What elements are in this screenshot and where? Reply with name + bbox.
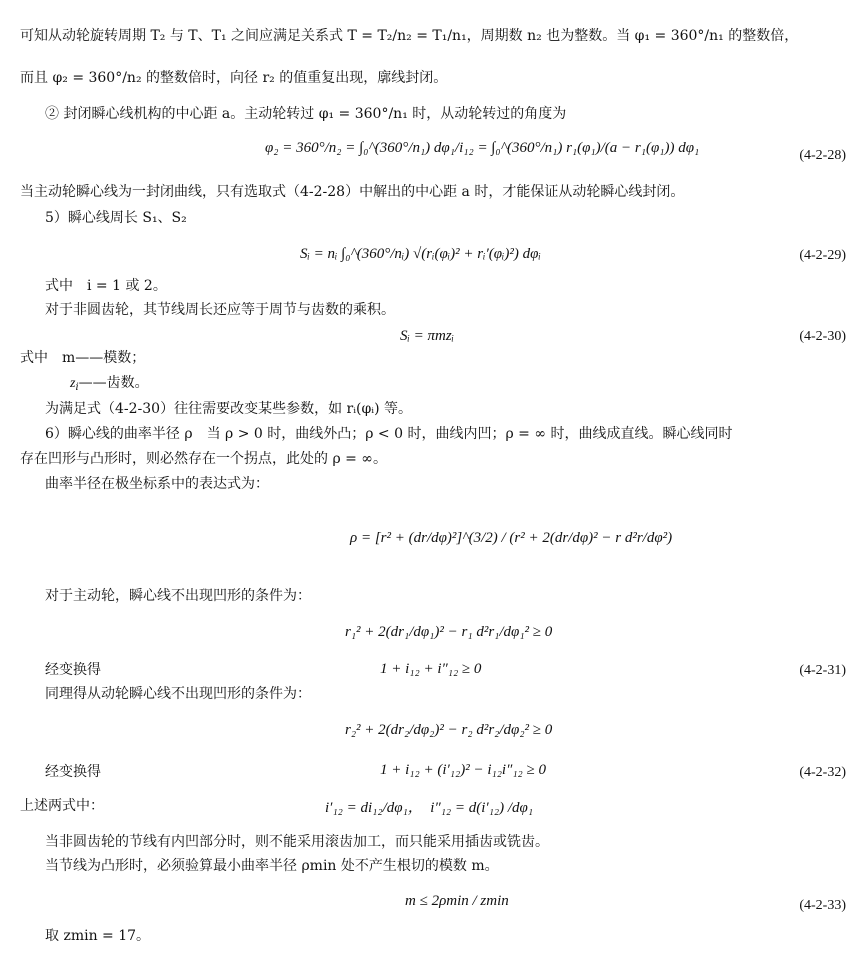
text-line: 6）瞬心线的曲率半径 ρ 当 ρ > 0 时，曲线外凸；ρ < 0 时，曲线内凹；ρ = ∞ 时，曲线成直线。瞬心线同时: [45, 426, 733, 442]
text-line: 同理得从动轮瞬心线不出现凹形的条件为：: [45, 686, 311, 702]
equation-number: (4-2-33): [799, 898, 846, 913]
equation-number: (4-2-31): [799, 663, 846, 678]
text-line: 经变换得: [45, 764, 101, 780]
equation-curvature-radius: ρ = [r² + (dr/dφ)²]^(3/2) / (r² + 2(dr/dφ)² − r d²r/dφ²): [350, 530, 673, 546]
equation-number: (4-2-32): [799, 765, 846, 780]
equation-4-2-31: 1 + i₁₂ + i″₁₂ ≥ 0: [380, 661, 482, 677]
equation-4-2-33: m ≤ 2ρmin / zmin: [405, 893, 509, 909]
text-line: 取 zmin = 17。: [45, 928, 151, 944]
text-line: 曲率半径在极坐标系中的表达式为：: [45, 476, 269, 492]
equation-4-2-28: φ₂ = 360°/n₂ = ∫₀^(360°/n₁) dφ₁/i₁₂ = ∫₀^(360°/n₁) r₁(φ₁)/(a − r₁(φ₁)) dφ₁: [265, 140, 700, 156]
text-line: 对于主动轮，瞬心线不出现凹形的条件为：: [45, 588, 311, 604]
text-line: 为满足式（4-2-30）往往需要改变某些参数，如 rᵢ(φᵢ) 等。: [45, 401, 413, 417]
text-line: $z_i——$齿数。: [70, 375, 149, 393]
text-fragment: ——齿数。: [78, 375, 149, 391]
text-line: 存在凹形与凸形时，则必然存在一个拐点，此处的 ρ = ∞。: [20, 451, 387, 467]
equation-4-2-29: Sᵢ = nᵢ ∫₀^(360°/nᵢ) √(rᵢ(φᵢ)² + rᵢ′(φᵢ)²) dφᵢ: [300, 246, 541, 262]
section-heading: 5）瞬心线周长 S₁、S₂: [45, 210, 187, 226]
text-line: 经变换得: [45, 662, 101, 678]
text-line: 当节线为凸形时，必须验算最小曲率半径 ρmin 处不产生根切的模数 m。: [45, 858, 499, 874]
equation-number: (4-2-30): [799, 329, 846, 344]
symbol-z: z: [70, 376, 76, 391]
text-line: 当主动轮瞬心线为一封闭曲线，只有选取式（4-2-28）中解出的中心距 a 时，才能保证从动轮瞬心线封闭。: [20, 184, 685, 200]
equation-4-2-32: 1 + i₁₂ + (i′₁₂)² − i₁₂i″₁₂ ≥ 0: [380, 762, 547, 778]
text-line: ② 封闭瞬心线机构的中心距 a。主动轮转过 φ₁ = 360°/n₁ 时，从动轮转过的角度为: [45, 106, 567, 122]
equation-4-2-30: Sᵢ = πmzᵢ: [400, 328, 455, 344]
equation-condition-driven: r₂² + 2(dr₂/dφ₂)² − r₂ d²r₂/dφ₂² ≥ 0: [345, 722, 553, 738]
equation-number: (4-2-29): [799, 248, 846, 263]
text-line: 而且 φ₂ = 360°/n₂ 的整数倍时，向径 r₂ 的值重复出现，廓线封闭。: [20, 70, 448, 86]
text-line: 式中 i = 1 或 2。: [45, 278, 167, 294]
equation-number: (4-2-28): [799, 148, 846, 163]
text-line: 式中 m——模数；: [20, 350, 146, 366]
equation-condition-driving: r₁² + 2(dr₁/dφ₁)² − r₁ d²r₁/dφ₁² ≥ 0: [345, 624, 553, 640]
text-line: 对于非圆齿轮，其节线周长还应等于周节与齿数的乘积。: [45, 302, 395, 318]
text-line: 可知从动轮旋转周期 T₂ 与 T、T₁ 之间应满足关系式 T = T₂/n₂ = T₁/n₁，周期数 n₂ 也为整数。当 φ₁ = 360°/n₁ 的整数倍，: [20, 28, 799, 44]
text-line: 上述两式中：: [20, 798, 104, 814]
text-line: 当非圆齿轮的节线有内凹部分时，则不能采用滚齿加工，而只能采用插齿或铣齿。: [45, 834, 549, 850]
equation-definitions: i′₁₂ = di₁₂/dφ₁， i″₁₂ = d(i′₁₂) /dφ₁: [325, 800, 534, 816]
